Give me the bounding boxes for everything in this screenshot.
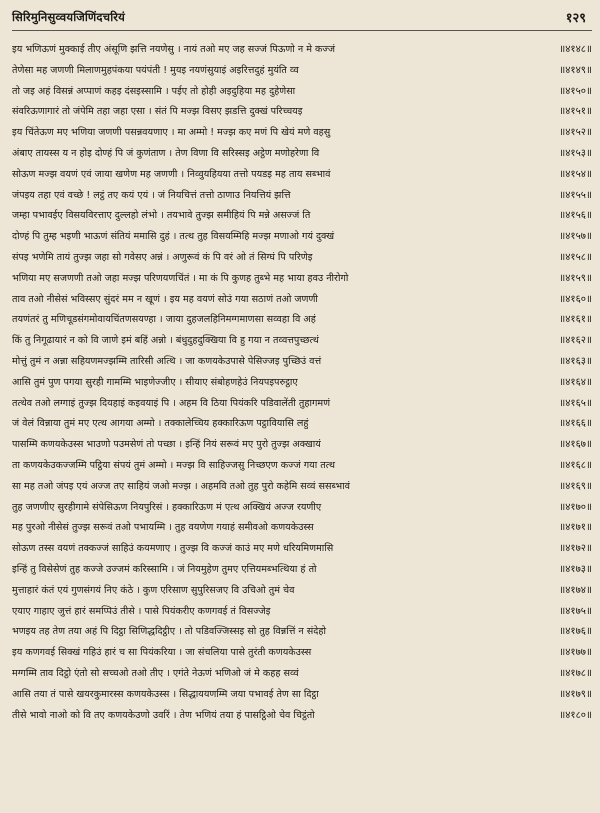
verse-line [12, 290, 592, 311]
verse-number: ॥४१४८॥ [559, 44, 592, 55]
verse-line [12, 643, 592, 664]
verse-line [12, 498, 592, 519]
verse-number: ॥४१७३॥ [559, 563, 592, 575]
verse-line [12, 685, 592, 706]
verse-text: तत्थेव तओ लग्गाइं तुज्झ दियहाइं कइवयाइं पि । अहम वि ठिया पियंकरि पडिवालेंती तुहागमणं [12, 397, 331, 409]
verse-text: मुत्ताहारं कंतं एयं गुणसंगयं निए कंठे । कुण एरिसाण सुपुरिसजए वि उचिओ तुमं चेव [12, 584, 295, 596]
verse-line [12, 373, 592, 394]
verse-line [12, 518, 592, 539]
verse-text: इय चिंतेऊण मए भणिया जणणी पसन्नवयणाए । मा अम्मो ! मज्झ कए मणं पि खेयं मणे वहसु [12, 127, 331, 139]
verse-line [12, 560, 592, 581]
verse-number: ॥४१७४॥ [559, 584, 592, 596]
verse-text: जं वेलं विन्नाया तुमं मए एत्थ आगया अम्मो । तक्कालेच्चिय हक्कारिऊण पट्ठावियासि लहुं [12, 418, 309, 430]
verse-line [12, 206, 592, 227]
verse-number: ॥४१६१॥ [559, 314, 592, 326]
verse-number: ॥४१५१॥ [559, 106, 592, 118]
verse-line [12, 352, 592, 373]
verse-text: सोऊण मज्झ वयणं एवं जाया खणेण मह जणणी । निव्वुयहियया तत्तो पयडइ मह ताय सब्भावं [12, 168, 331, 180]
verse-number: ॥४१६४॥ [559, 376, 592, 388]
verse-line [12, 82, 592, 103]
verse-number: ॥४१५७॥ [559, 231, 592, 243]
verse-text: सोऊण तस्स वयणं तक्कज्जं साहिउं कयमणाए । तुज्झ वि कज्जं काउं मए मणे धरियमिणमासि [12, 543, 334, 555]
verse-line [12, 664, 592, 685]
verse-number: ॥४१७०॥ [559, 501, 592, 513]
verse-line [12, 622, 592, 643]
verse-text: पासम्मि कणयकेउस्स भाउणो पउमसेणं तो पच्छा । इन्हिं नियं सरूवं मए पुरो तुज्झ अक्खायं [12, 439, 321, 451]
verse-line [12, 435, 592, 456]
verse-number: ॥४१६३॥ [559, 355, 592, 367]
verse-line [12, 248, 592, 269]
verse-text: मोत्तुं तुमं न अन्ना सहियणमज्झम्मि तारिसी अत्थि । जा कणयकेउपासे पेसिज्जइ पुच्छिउं वत्तं [12, 355, 322, 367]
verse-text: जम्हा पभावईए विसयविरत्ताए दुल्लहो लंभो । तयभावे तुज्झ समीहियं पि मन्ने असज्जं ति [12, 210, 311, 222]
verse-number: ॥४१७२॥ [559, 543, 592, 555]
verse-text: इय कणगवई सिक्खं गहिउं हारं च सा पियंकरिया । जा संचलिया पासे तुरंती कणयकेउस्स [12, 647, 312, 659]
verse-number: ॥४१५४॥ [559, 168, 592, 180]
verse-number: ॥४१५२॥ [559, 127, 592, 139]
verse-number: ॥४१६०॥ [559, 293, 592, 305]
verse-text: संवरिऊणागारं तो जंपेमि तहा जहा एसा । संतं पि मज्झ विसए झडत्ति दुक्खं परिच्चयइ [12, 106, 303, 118]
verse-text: तीसे भावो नाओ को वि तए कणयकेउणो उवरिं । तेण भणियं तया हं पासट्ठिओ चेव चिट्ठंतो [12, 709, 315, 721]
verse-line [12, 61, 592, 82]
verse-line [12, 394, 592, 415]
verse-line [12, 310, 592, 331]
verse-text: मग्गम्मि ताव दिट्ठो एंतो सो सच्चओ तओ तीए । एगंते नेऊणं भणिओ जं मे कहह सव्वं [12, 667, 299, 679]
verse-text: तेणेसा मह जणणी मिलाणमुहपंकया पयंपंती ! मुयइ नयणंसुयाइं अइरित्तदुहं मुयंति व्व [12, 64, 299, 76]
verse-list [12, 40, 592, 726]
verse-text: तो जइ अहं विसन्नं अप्पाणं कहइ दंसइस्सामि । पईए तो होही अइदुहिया मह दुहेणेसा [12, 85, 296, 97]
verse-number: ॥४१७१॥ [559, 522, 592, 534]
verse-text: किं तु निगूढायारं न को वि जाणे इमं बहिं अन्नो । बंधुदुहदुक्खिया वि हु गया न तव्वत्तपुच्छत्थं [12, 335, 319, 347]
verse-text: इय भणिऊणं मुक्काई तीए अंसूणि झत्ति नयणेसु । नायं तओ मए जह सज्जं पिऊणो न मे कज्जं [12, 44, 335, 55]
verse-line [12, 227, 592, 248]
verse-text: संपइ भणेमि तायं तुज्झ जहा सो गवेसए अन्नं । अणुरूवं कं पि वरं ओ तं सिग्घं पि परिणेइ [12, 251, 313, 263]
verse-text: भणिया मए सजणणी तओ जहा मज्झ परिणयणचिंतं । मा कं पि कुणह तुब्भे मह भाया हवउ नीरोगो [12, 272, 349, 284]
verse-text: एयाए गाहाए जुत्तं हारं समप्पिउं तीसे । पासे पियंकरीए कणगवई तं विसज्जेइ [12, 605, 271, 617]
verse-number: ॥४१५३॥ [559, 147, 592, 159]
verse-number: ॥४१५५॥ [559, 189, 592, 201]
verse-line [12, 477, 592, 498]
verse-number: ॥४१५६॥ [559, 210, 592, 222]
verse-text: सा मह तओ जंपइ एयं अज्ज तए साहियं जओ मज्झ । अहमवि तओ तुह पुरो कहेमि सव्वं ससब्भावं [12, 480, 350, 492]
verse-text: भणइय तह तेण तया अहं पि दिट्ठा सिणिद्धदिट्ठीए । तो पडिवज्जिस्सइ सो तुह विन्नत्तिं न संदेहो [12, 626, 326, 638]
verse-text: आसि तुमं पुण पगया सुरही गामम्मि भाइणेज्जीए । सीयाए संबोहणहेउं नियपइपरुट्ठाए [12, 376, 298, 388]
verse-number: ॥४१६९॥ [559, 480, 592, 492]
page-header [12, 6, 592, 32]
verse-number: ॥४१६८॥ [559, 459, 592, 471]
verse-number: ॥४१६६॥ [559, 418, 592, 430]
verse-text: तयणंतरं तु मणिचूडसंगमोवायचिंतणसयण्हा । जाया दुहजलहिनिमग्गमाणसा सव्वहा वि अहं [12, 314, 316, 326]
verse-line [12, 581, 592, 602]
verse-number: ॥४१८०॥ [559, 709, 592, 721]
verse-line [12, 706, 592, 727]
verse-number: ॥४१६५॥ [559, 397, 592, 409]
verse-line [12, 456, 592, 477]
verse-number: ॥४१४९॥ [559, 64, 592, 76]
verse-line [12, 414, 592, 435]
verse-text: इन्हिं तु विसेसेणं तुह कज्जे उज्जमं करिस्सामि । जं नियमुहेण तुमए एत्तियमब्भत्थिया हं तो [12, 563, 317, 575]
verse-number: ॥४१७९॥ [559, 688, 592, 700]
verse-line [12, 165, 592, 186]
verse-text: ताव तओ नीसेसं भविस्सए सुंदरं मम न खूणं । इय मह वयणं सोउं गया सठाणं तओ जणणी [12, 293, 318, 305]
verse-line [12, 123, 592, 144]
page-number: १२९ [565, 11, 586, 26]
verse-text: मह पुरओ नीसेसं तुज्झ सरूवं तओ पभायम्मि । तुह वयणेण गयाहं समीवओ कणयकेउस्स [12, 522, 314, 534]
verse-number: ॥४१७८॥ [559, 667, 592, 679]
verse-line [12, 186, 592, 207]
verse-text: ता कणयकेउकज्जम्मि पट्ठिया संपयं तुमं अम्मो । मज्झ वि साहिज्जसु निच्छएण कज्जं गया तत्थ [12, 459, 336, 471]
verse-number: ॥४१७६॥ [559, 626, 592, 638]
header-rule [12, 30, 592, 31]
verse-number: ॥४१५९॥ [559, 272, 592, 284]
verse-text: दोण्हं पि तुम्ह भइणी भाऊणं संतियं ममासि दुहं । तत्थ तुह विसयम्मिहि मज्झ मणाओ गयं दुक्खं [12, 231, 335, 243]
verse-line [12, 539, 592, 560]
verse-text: तुह जणणीए सुरहीगामे संपेसिऊण नियपुरिसं । हक्कारिऊण मं एत्थ अक्खियं अज्ज रयणीए [12, 501, 322, 513]
verse-number: ॥४१६२॥ [559, 335, 592, 347]
verse-text: अंबाए तायस्स य न होइ दोण्हं पि जं कुणंताण । तेण विणा वि सरिस्सइ अट्ठेण मणोहरेणा वि [12, 147, 320, 159]
verse-number: ॥४१६७॥ [559, 439, 592, 451]
verse-number: ॥४१५०॥ [559, 85, 592, 97]
verse-line [12, 144, 592, 165]
verse-line [12, 102, 592, 123]
verse-text: आसि तया तं पासे खयरकुमारस्स कणयकेउस्स । सिद्धाययणम्मि जया पभावई तेण सा दिट्ठा [12, 688, 319, 700]
verse-number: ॥४१७५॥ [559, 605, 592, 617]
verse-line [12, 331, 592, 352]
running-title: सिरिमुनिसुव्वयजिणिंदचरियं [12, 10, 125, 24]
verse-number: ॥४१७७॥ [559, 647, 592, 659]
verse-text: जंपइय तहा एवं वच्छे ! लट्ठं तए कयं एयं । जं नियचित्तं तत्तो ठाणाउ नियत्तियं झत्ति [12, 189, 291, 201]
verse-number: ॥४१५८॥ [559, 251, 592, 263]
verse-line [12, 269, 592, 290]
verse-line [12, 40, 592, 61]
verse-line [12, 602, 592, 623]
